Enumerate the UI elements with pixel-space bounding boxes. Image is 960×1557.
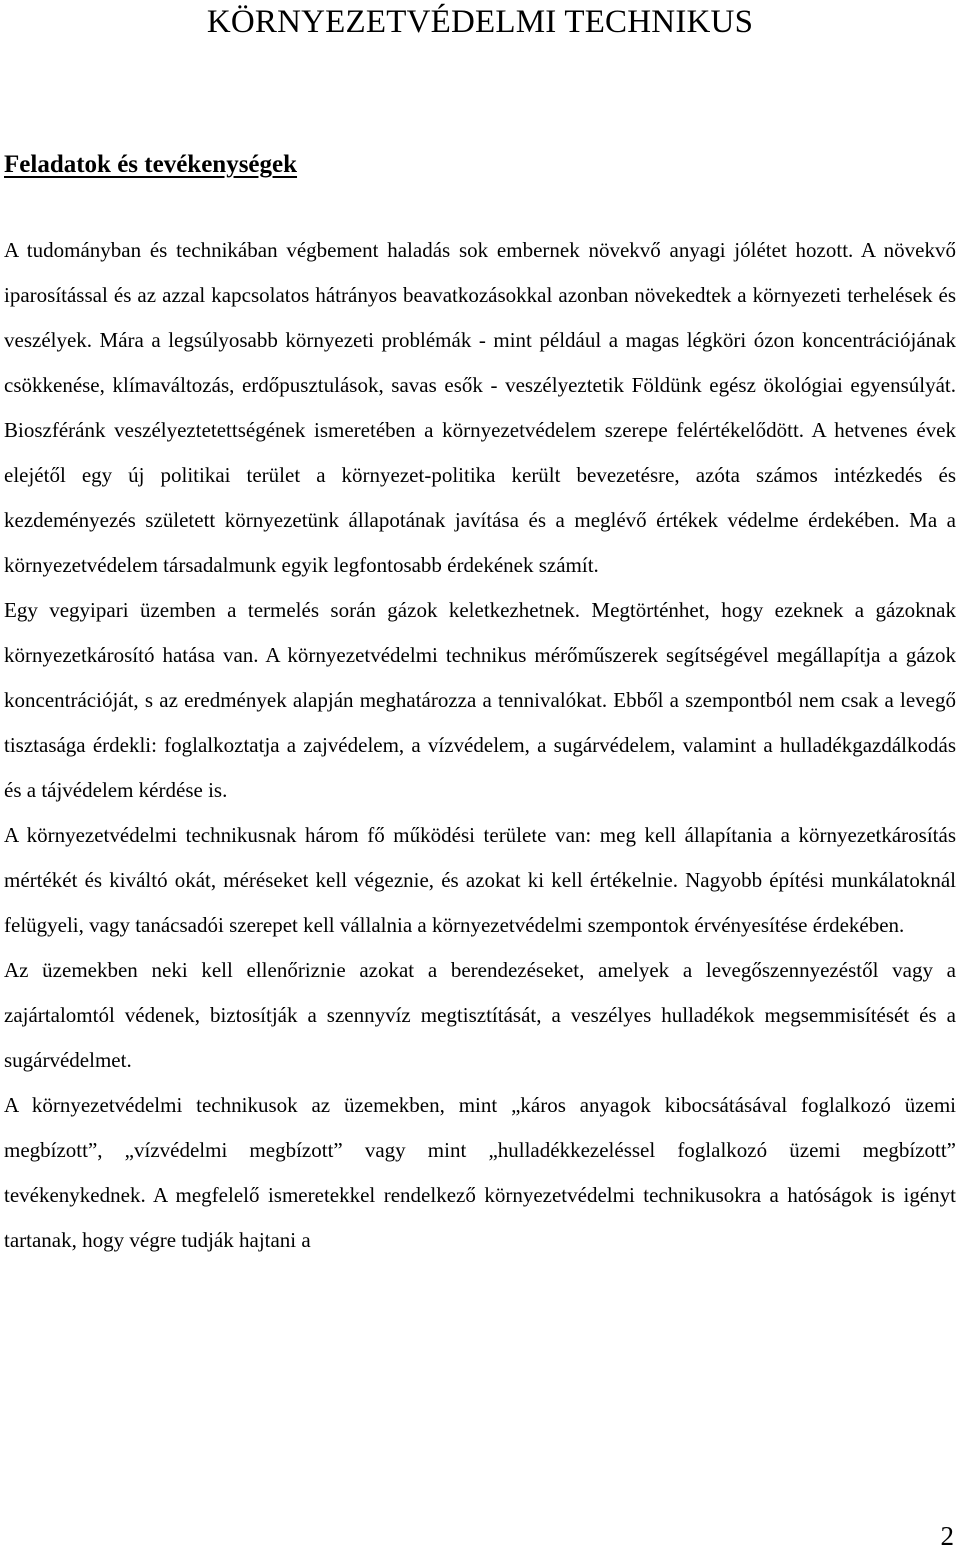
section-heading: Feladatok és tevékenységek — [4, 151, 298, 178]
paragraph: A tudományban és technikában végbement haladás sok embernek növekvő anyagi jólétet hozott. A növekvő iparosítással és az azzal kapcsolatos hátrányos beavatkozásokkal azonban növekedtek a környezeti terhelések és veszélyek. Mára a legsúlyosabb környezeti problémák - mint például a magas légköri ózon koncentrációjának csökkenése, klímaváltozás, erdőpusztulások, savas esők - veszélyeztetik Földünk egész ökológiai egyensúlyát. Bioszféránk veszélyeztetettségének ismeretében a környezetvédelem szerepe felértékelődött. A hetvenes évek elejétől egy új politikai terület a környezet-politika került bevezetésre, azóta számos intézkedés és kezdeményezés született környezetünk állapotának javítása és a meglévő értékek védelme érdekében. Ma a környezetvédelem társadalmunk egyik legfontosabb érdekének számít. — [4, 238, 956, 577]
body-text — [4, 228, 956, 1263]
paragraph: Egy vegyipari üzemben a termelés során gázok keletkezhetnek. Megtörténhet, hogy ezeknek a gázoknak környezetkárosító hatása van. A környezetvédelmi technikus mérőműszerek segítségével megállapítja a gázok koncentrációját, s az eredmények alapján meghatározza a tennivalókat. Ebből a szempontból nem csak a levegő tisztasága érdekli: foglalkoztatja a zajvédelem, a vízvédelem, a sugárvédelem, valamint a hulladékgazdálkodás és a tájvédelem kérdése is. — [4, 598, 956, 802]
page-number: 2 — [940, 1521, 954, 1551]
paragraph: A környezetvédelmi technikusnak három fő működési területe van: meg kell állapítania a környezetkárosítás mértékét és kiváltó okát, méréseket kell végeznie, és azokat ki kell értékelnie. Nagyobb építési munkálatoknál felügyeli, vagy tanácsadói szerepet kell vállalnia a környezetvédelmi szempontok érvényesítése érdekében. — [4, 823, 956, 937]
document-title: KÖRNYEZETVÉDELMI TECHNIKUS — [206, 4, 754, 40]
paragraph: A környezetvédelmi technikusok az üzemekben, mint „káros anyagok kibocsátásával foglalkozó üzemi megbízott”, „vízvédelmi megbízott” vagy mint „hulladékkezeléssel foglalkozó üzemi megbízott” tevékenykednek. A megfelelő ismeretekkel rendelkező környezetvédelmi technikusokra a hatóságok is igényt tartanak, hogy végre tudják hajtani a — [4, 1093, 956, 1252]
paragraph: Az üzemekben neki kell ellenőriznie azokat a berendezéseket, amelyek a levegőszennyezéstől vagy a zajártalomtól védenek, biztosítják a szennyvíz megtisztítását, a veszélyes hulladékok megsemmisítését és a sugárvédelmet. — [4, 958, 956, 1072]
